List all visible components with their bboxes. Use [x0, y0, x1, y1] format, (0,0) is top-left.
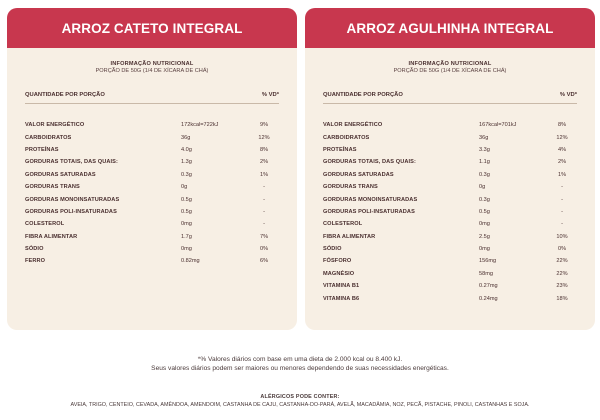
nutrient-label: CARBOIDRATOS	[323, 134, 370, 141]
nutrient-amount: 0.3g	[479, 171, 490, 178]
nutrient-vd: 2%	[259, 159, 269, 166]
table-row	[323, 231, 577, 243]
nutrient-vd: -	[263, 221, 265, 228]
nutrient-amount: 0.3g	[479, 196, 490, 203]
nutrient-amount: 4.0g	[181, 146, 192, 153]
nutrient-label: GORDURAS SATURADAS	[323, 171, 394, 178]
table-row	[323, 156, 577, 168]
nutrient-label: VITAMINA B6	[323, 295, 360, 302]
table-row	[323, 206, 577, 218]
nutrient-vd: -	[561, 196, 563, 203]
footnote-line: *% Valores diários com base em uma dieta de 2.000 kcal ou 8.400 kJ.	[197, 356, 403, 363]
nutrient-vd: 7%	[259, 233, 269, 240]
nutrient-label: GORDURAS TOTAIS, DAS QUAIS:	[25, 159, 118, 166]
table-header	[323, 92, 577, 104]
nutrient-label: SÓDIO	[323, 246, 342, 253]
table-row	[25, 231, 279, 243]
nutrient-label: COLESTEROL	[25, 221, 65, 228]
nutrient-label: PROTEÍNAS	[323, 146, 357, 153]
table-row	[25, 243, 279, 255]
daily-value-footnote	[0, 355, 600, 373]
serving-size: PORÇÃO DE 50G (1/4 DE XÍCARA DE CHÁ)	[95, 68, 209, 74]
nutrient-vd: -	[263, 184, 265, 191]
table-row	[25, 131, 279, 143]
nutrient-label: GORDURAS SATURADAS	[25, 171, 96, 178]
nutrient-vd: 22%	[556, 270, 568, 277]
table-row	[323, 268, 577, 280]
table-row	[25, 119, 279, 131]
nutrient-amount: 1.7g	[181, 233, 192, 240]
table-row	[323, 292, 577, 304]
nutrient-label: VITAMINA B1	[323, 283, 360, 290]
nutrient-vd: 8%	[259, 146, 269, 153]
nutrient-vd: 10%	[556, 233, 568, 240]
table-row	[25, 169, 279, 181]
nutrition-info-title: INFORMAÇÃO NUTRICIONAL	[110, 61, 194, 67]
nutrient-amount: 172kcal=722kJ	[181, 122, 219, 129]
column-header-quantity: QUANTIDADE POR PORÇÃO	[25, 92, 105, 98]
nutrient-vd: -	[561, 184, 563, 191]
nutrient-vd: -	[561, 221, 563, 228]
nutrient-amount: 0g	[479, 184, 486, 191]
nutrient-vd: 9%	[259, 122, 269, 129]
nutrient-amount: 58mg	[479, 270, 493, 277]
nutrient-vd: 18%	[556, 295, 568, 302]
nutrient-vd: 6%	[259, 258, 269, 265]
nutrition-info-title: INFORMAÇÃO NUTRICIONAL	[408, 61, 492, 67]
panel-title: ARROZ AGULHINHA INTEGRAL	[346, 20, 554, 36]
table-row	[323, 131, 577, 143]
nutrient-amount: 167kcal=701kJ	[479, 122, 517, 129]
table-row	[25, 218, 279, 230]
nutrient-amount: 0.24mg	[479, 295, 498, 302]
nutrient-amount: 36g	[479, 134, 489, 141]
nutrient-amount: 2.5g	[479, 233, 490, 240]
nutrient-label: GORDURAS POLI-INSATURADAS	[323, 208, 415, 215]
serving-size: PORÇÃO DE 50G (1/4 DE XÍCARA DE CHÁ)	[393, 68, 507, 74]
panel-title: ARROZ CATETO INTEGRAL	[61, 20, 243, 36]
nutrient-vd: 8%	[557, 122, 567, 129]
nutrient-label: VALOR ENERGÉTICO	[323, 122, 383, 129]
nutrient-amount: 0.5g	[181, 208, 192, 215]
nutrient-label: FIBRA ALIMENTAR	[25, 233, 78, 240]
nutrient-vd: 22%	[556, 258, 568, 265]
nutrient-amount: 0g	[181, 184, 188, 191]
nutrition-info-block	[305, 61, 595, 74]
nutrient-amount: 0.82mg	[181, 258, 200, 265]
nutrient-vd: 12%	[556, 134, 568, 141]
nutrient-label: GORDURAS MONOINSATURADAS	[25, 196, 120, 203]
table-row	[323, 193, 577, 205]
table-row	[323, 181, 577, 193]
nutrient-amount: 0mg	[479, 246, 490, 253]
nutrient-amount: 0.5g	[181, 196, 192, 203]
table-row	[323, 255, 577, 267]
table-row	[25, 144, 279, 156]
nutrition-rows	[323, 119, 577, 305]
nutrient-vd: 0%	[259, 246, 269, 253]
nutrient-amount: 1.3g	[181, 159, 192, 166]
nutrient-amount: 156mg	[479, 258, 497, 265]
table-row	[25, 193, 279, 205]
nutrient-vd: 12%	[258, 134, 270, 141]
table-row	[25, 255, 279, 267]
nutrient-amount: 0mg	[181, 221, 192, 228]
nutrient-label: GORDURAS TRANS	[323, 184, 378, 191]
nutrient-vd: 1%	[557, 171, 567, 178]
nutrient-amount: 0mg	[479, 221, 490, 228]
nutrient-amount: 3.3g	[479, 146, 490, 153]
allergens-title: ALÉRGICOS PODE CONTER:	[260, 394, 340, 400]
nutrient-amount: 0.3g	[181, 171, 192, 178]
nutrient-label: FIBRA ALIMENTAR	[323, 233, 376, 240]
nutrient-amount: 1.1g	[479, 159, 490, 166]
nutrient-vd: 2%	[557, 159, 567, 166]
nutrient-vd: 4%	[557, 146, 567, 153]
nutrition-panel-cateto	[7, 8, 297, 330]
nutrient-amount: 36g	[181, 134, 191, 141]
nutrient-label: GORDURAS POLI-INSATURADAS	[25, 208, 117, 215]
table-header	[25, 92, 279, 104]
nutrient-amount: 0mg	[181, 246, 192, 253]
nutrient-vd: 0%	[557, 246, 567, 253]
nutrient-label: GORDURAS TOTAIS, DAS QUAIS:	[323, 159, 416, 166]
nutrient-label: VALOR ENERGÉTICO	[25, 122, 85, 129]
table-row	[25, 156, 279, 168]
nutrient-label: FÓSFORO	[323, 258, 352, 265]
nutrient-vd: -	[263, 208, 265, 215]
nutrition-info-block	[7, 61, 297, 74]
allergens-list: AVEIA, TRIGO, CENTEIO, CEVADA, AMÊNDOA, AMENDOIM, CASTANHA DE CAJU, CASTANHA-DO-PARÁ, AVELÃ, MACADÂMIA, NOZ, PECÃ, PISTACHE, PINOLI, CASTANHAS E SOJA.	[70, 401, 530, 408]
table-row	[323, 169, 577, 181]
panel-header	[7, 8, 297, 48]
table-row	[323, 280, 577, 292]
table-row	[25, 181, 279, 193]
nutrition-panel-agulhinha	[305, 8, 595, 330]
nutrient-label: COLESTEROL	[323, 221, 363, 228]
footnote-line: Seus valores diários podem ser maiores ou menores dependendo de suas necessidades energéticas.	[151, 365, 449, 372]
panel-header	[305, 8, 595, 48]
nutrient-vd: 1%	[259, 171, 269, 178]
table-row	[323, 243, 577, 255]
nutrient-label: GORDURAS MONOINSATURADAS	[323, 196, 418, 203]
nutrient-amount: 0.27mg	[479, 283, 498, 290]
nutrient-label: MAGNÉSIO	[323, 270, 355, 277]
table-row	[323, 218, 577, 230]
nutrient-label: PROTEÍNAS	[25, 146, 59, 153]
nutrient-amount: 0.5g	[479, 208, 490, 215]
nutrient-vd: 23%	[556, 283, 568, 290]
nutrient-label: CARBOIDRATOS	[25, 134, 72, 141]
table-row	[323, 119, 577, 131]
column-header-quantity: QUANTIDADE POR PORÇÃO	[323, 92, 403, 98]
table-row	[25, 206, 279, 218]
nutrient-label: SÓDIO	[25, 246, 44, 253]
column-header-vd: % VD*	[559, 92, 577, 98]
column-header-vd: % VD*	[261, 92, 279, 98]
nutrient-vd: -	[263, 196, 265, 203]
table-row	[323, 144, 577, 156]
nutrient-label: FERRO	[25, 258, 46, 265]
allergens-section	[0, 394, 600, 409]
nutrition-rows	[25, 119, 279, 268]
nutrient-vd: -	[561, 208, 563, 215]
nutrient-label: GORDURAS TRANS	[25, 184, 80, 191]
